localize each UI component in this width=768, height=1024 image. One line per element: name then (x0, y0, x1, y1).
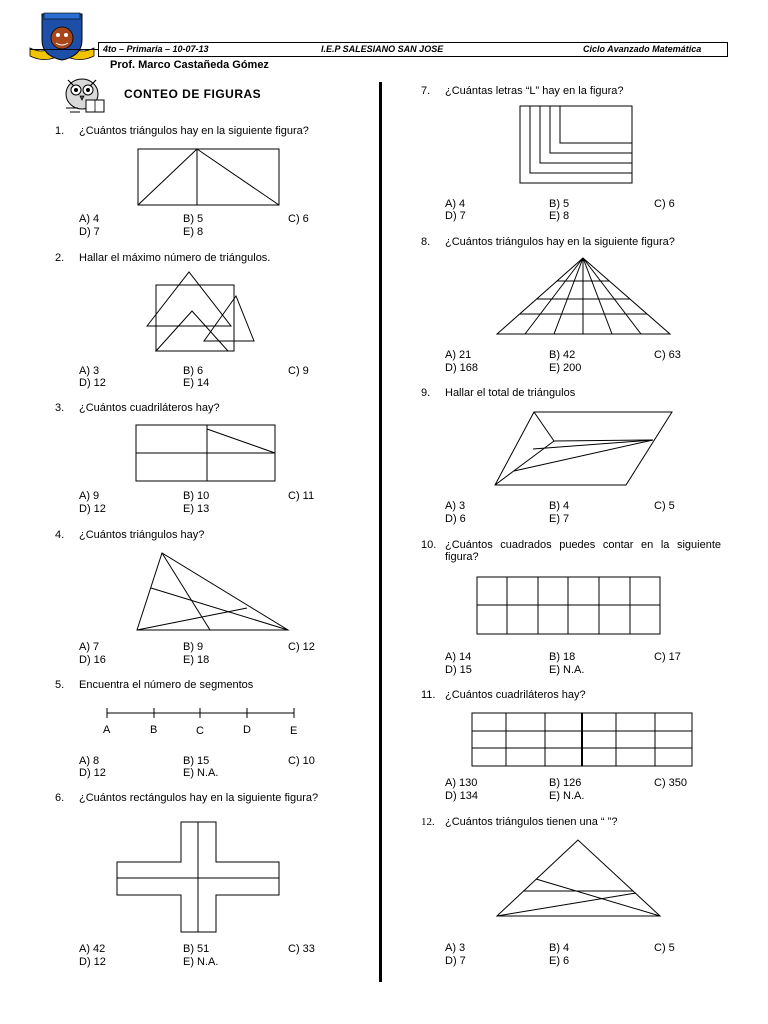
q4-option-c: C) 12 (288, 641, 315, 653)
q2-option-e: E) 14 (183, 377, 210, 389)
q9-option-d: D) 6 (445, 513, 466, 525)
q1-option-b: B) 5 (183, 213, 204, 225)
q5-option-a: A) 8 (79, 755, 100, 767)
q10-option-b: B) 18 (549, 651, 576, 663)
q11-option-b: B) 126 (549, 777, 582, 789)
q3-option-d: D) 12 (79, 503, 106, 515)
q12-option-a: A) 3 (445, 942, 466, 954)
q4-option-b: B) 9 (183, 641, 204, 653)
q3-option-e: E) 13 (183, 503, 210, 515)
q10-option-a: A) 14 (445, 651, 472, 663)
worksheet-title: CONTEO DE FIGURAS (124, 87, 262, 101)
q11-option-a: A) 130 (445, 777, 478, 789)
q10-option-e: E) N.A. (549, 664, 585, 676)
q4-option-d: D) 16 (79, 654, 106, 666)
q4-option-a: A) 7 (79, 641, 100, 653)
q3-option-b: B) 10 (183, 490, 210, 502)
q6-option-b: B) 51 (183, 943, 210, 955)
q12-option-d: D) 7 (445, 955, 466, 967)
q12-option-b: B) 4 (549, 942, 570, 954)
q6-option-c: C) 33 (288, 943, 315, 955)
q1-option-d: D) 7 (79, 226, 100, 238)
q5-option-c: C) 10 (288, 755, 315, 767)
q5-point-d: D (243, 724, 251, 736)
q12-option-e: E) 6 (549, 955, 570, 967)
q3-option-c: C) 11 (288, 490, 315, 502)
q10-option-d: D) 15 (445, 664, 472, 676)
q7-option-b: B) 5 (549, 198, 570, 210)
header-course: Ciclo Avanzado Matemática (583, 44, 702, 54)
q7-option-c: C) 6 (654, 198, 675, 210)
q8-option-a: A) 21 (445, 349, 472, 361)
q3-option-a: A) 9 (79, 490, 100, 502)
header-school: I.E.P SALESIANO SAN JOSE (321, 44, 444, 54)
q1-option-a: A) 4 (79, 213, 100, 225)
q1-option-e: E) 8 (183, 226, 204, 238)
q5-option-b: B) 15 (183, 755, 210, 767)
q6-option-a: A) 42 (79, 943, 106, 955)
q9-option-e: E) 7 (549, 513, 570, 525)
q11-option-e: E) N.A. (549, 790, 585, 802)
q11-option-c: C) 350 (654, 777, 688, 789)
q4-option-e: E) 18 (183, 654, 210, 666)
q2-option-a: A) 3 (79, 365, 100, 377)
q5-point-a: A (103, 724, 111, 736)
q8-option-d: D) 168 (445, 362, 479, 374)
q8-option-c: C) 63 (654, 349, 681, 361)
q8-option-b: B) 42 (549, 349, 576, 361)
q12-option-c: C) 5 (654, 942, 675, 954)
q5-point-e: E (290, 725, 298, 737)
q5-point-b: B (150, 724, 158, 736)
q1-option-c: C) 6 (288, 213, 309, 225)
q10-option-c: C) 17 (654, 651, 681, 663)
q6-option-e: E) N.A. (183, 956, 219, 968)
q9-option-c: C) 5 (654, 500, 675, 512)
q2-option-b: B) 6 (183, 365, 204, 377)
q9-option-b: B) 4 (549, 500, 570, 512)
q8-option-e: E) 200 (549, 362, 582, 374)
q7-option-d: D) 7 (445, 210, 466, 222)
q5-option-e: E) N.A. (183, 767, 219, 779)
q11-option-d: D) 134 (445, 790, 479, 802)
q2-option-c: C) 9 (288, 365, 309, 377)
header-grade-date: 4to – Primaria – 10-07-13 (103, 44, 209, 54)
professor-name: Prof. Marco Castañeda Gómez (110, 59, 269, 71)
q9-option-a: A) 3 (445, 500, 466, 512)
q5-point-c: C (196, 725, 204, 737)
q7-option-a: A) 4 (445, 198, 466, 210)
q7-option-e: E) 8 (549, 210, 570, 222)
q6-option-d: D) 12 (79, 956, 106, 968)
q5-option-d: D) 12 (79, 767, 106, 779)
q2-option-d: D) 12 (79, 377, 106, 389)
